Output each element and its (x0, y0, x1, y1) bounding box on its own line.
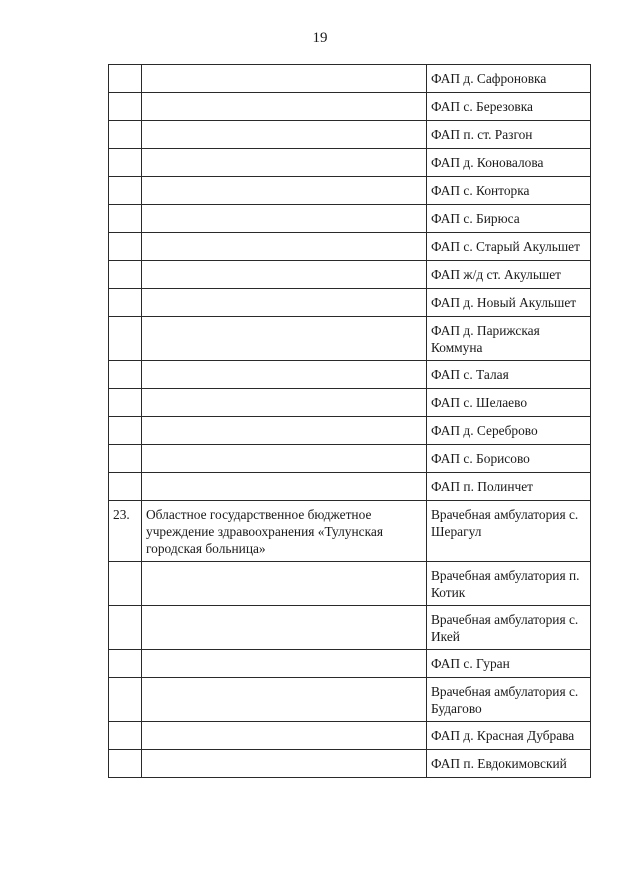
table-row (109, 678, 591, 722)
table-row (109, 65, 591, 93)
table-row (109, 205, 591, 233)
facility-cell: ФАП д. Красная Дубрава (427, 722, 591, 750)
organization-cell (142, 205, 427, 233)
organization-cell (142, 261, 427, 289)
organization-cell (142, 650, 427, 678)
row-number-cell (109, 678, 142, 722)
facility-cell: Врачебная амбулатория с. Икей (427, 606, 591, 650)
row-number-cell (109, 750, 142, 778)
table-row (109, 93, 591, 121)
row-number-cell (109, 289, 142, 317)
table-row (109, 177, 591, 205)
page-number: 19 (312, 30, 328, 46)
row-number-cell (109, 121, 142, 149)
table-row (109, 722, 591, 750)
row-number-cell (109, 722, 142, 750)
row-number-cell (109, 445, 142, 473)
facility-cell: Врачебная амбулатория п. Котик (427, 562, 591, 606)
facility-cell: Врачебная амбулатория с. Шерагул (427, 501, 591, 562)
facility-cell: ФАП с. Шелаево (427, 389, 591, 417)
table-row (109, 261, 591, 289)
row-number-cell (109, 389, 142, 417)
facility-cell: ФАП с. Старый Акульшет (427, 233, 591, 261)
facility-cell: ФАП д. Сафроновка (427, 65, 591, 93)
row-number-cell (109, 317, 142, 361)
facility-cell: ФАП д. Парижская Коммуна (427, 317, 591, 361)
organization-cell (142, 361, 427, 389)
organization-cell (142, 317, 427, 361)
organization-cell (142, 389, 427, 417)
organization-cell (142, 177, 427, 205)
row-number-cell (109, 205, 142, 233)
table-row (109, 650, 591, 678)
facility-cell: ФАП с. Талая (427, 361, 591, 389)
table-row (109, 149, 591, 177)
facility-cell: ФАП д. Коновалова (427, 149, 591, 177)
facilities-table (108, 64, 591, 778)
organization-cell (142, 445, 427, 473)
row-number-cell (109, 417, 142, 445)
facility-cell: ФАП с. Конторка (427, 177, 591, 205)
row-number-cell (109, 473, 142, 501)
table-row (109, 501, 591, 562)
facility-cell: ФАП с. Гуран (427, 650, 591, 678)
table-row (109, 750, 591, 778)
organization-cell (142, 93, 427, 121)
row-number-cell: 23. (109, 501, 142, 562)
table-row (109, 445, 591, 473)
table-row (109, 289, 591, 317)
table-row (109, 417, 591, 445)
organization-cell (142, 678, 427, 722)
organization-cell (142, 722, 427, 750)
organization-cell (142, 606, 427, 650)
table-row (109, 473, 591, 501)
facility-cell: ФАП с. Борисово (427, 445, 591, 473)
table-row (109, 233, 591, 261)
organization-cell (142, 121, 427, 149)
facility-cell: ФАП с. Березовка (427, 93, 591, 121)
table-row (109, 562, 591, 606)
table-row (109, 606, 591, 650)
facility-cell: ФАП п. ст. Разгон (427, 121, 591, 149)
row-number-cell (109, 562, 142, 606)
table-row (109, 317, 591, 361)
organization-cell (142, 562, 427, 606)
row-number-cell (109, 65, 142, 93)
row-number-cell (109, 233, 142, 261)
organization-cell: Областное государственное бюджетное учреждение здравоохранения «Тулунская городская больница» (142, 501, 427, 562)
table-row (109, 361, 591, 389)
organization-cell (142, 65, 427, 93)
row-number-cell (109, 261, 142, 289)
organization-cell (142, 417, 427, 445)
organization-cell (142, 750, 427, 778)
table-row (109, 121, 591, 149)
row-number-cell (109, 650, 142, 678)
facility-cell: ФАП с. Бирюса (427, 205, 591, 233)
facility-cell: ФАП ж/д ст. Акульшет (427, 261, 591, 289)
row-number-cell (109, 361, 142, 389)
facility-cell: ФАП д. Сереброво (427, 417, 591, 445)
organization-cell (142, 289, 427, 317)
organization-cell (142, 149, 427, 177)
table-row (109, 389, 591, 417)
row-number-cell (109, 606, 142, 650)
organization-cell (142, 233, 427, 261)
facility-cell: Врачебная амбулатория с. Будагово (427, 678, 591, 722)
facility-cell: ФАП п. Евдокимовский (427, 750, 591, 778)
row-number-cell (109, 93, 142, 121)
row-number-cell (109, 177, 142, 205)
facility-cell: ФАП п. Полинчет (427, 473, 591, 501)
row-number-cell (109, 149, 142, 177)
facility-cell: ФАП д. Новый Акульшет (427, 289, 591, 317)
organization-cell (142, 473, 427, 501)
